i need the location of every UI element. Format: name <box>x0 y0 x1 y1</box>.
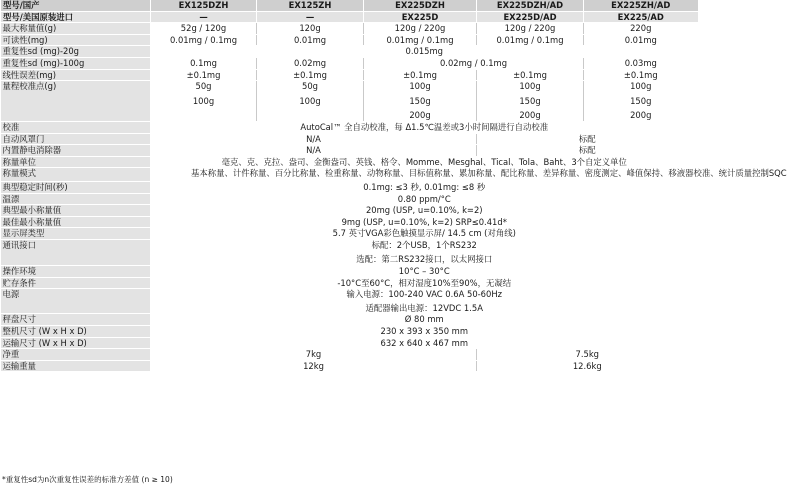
cell-value: 0.02mg <box>257 57 364 69</box>
row-label: 可读性(mg) <box>1 34 151 46</box>
cell-value: Ø 80 mm <box>151 314 698 326</box>
cell-value: 12.6kg <box>477 360 698 372</box>
cell-value: 0.01mg / 0.1mg <box>151 34 257 46</box>
spec-row-stabilization <box>1 181 698 193</box>
span-point: 100g <box>192 95 215 106</box>
cell-value: 220g <box>584 23 698 35</box>
spec-row-net-weight <box>1 349 698 361</box>
row-label: 操作环境 <box>1 266 151 278</box>
row-label: 温漂 <box>1 193 151 205</box>
row-label: 量程校准点(g) <box>1 81 151 122</box>
cell-value: 9mg (USP, u=0.10%, k=2) SRP≤0.41d* <box>151 216 698 228</box>
spec-row-max-capacity <box>1 23 698 35</box>
spec-row-typical-min-weight <box>1 205 698 217</box>
row-label: 通讯接口 <box>1 239 151 265</box>
import-value: — <box>257 11 364 23</box>
span-point: 50g <box>195 81 212 92</box>
cell-value: ±0.1mg <box>257 69 364 81</box>
cell-value: 10°C – 30°C <box>151 266 698 278</box>
span-point: 100g <box>630 81 652 92</box>
model-ex125zh: EX125ZH <box>257 0 364 11</box>
cell-value: 120g <box>257 23 364 35</box>
spec-row-units <box>1 156 698 168</box>
row-label: 重复性sd (mg)-100g <box>1 57 151 69</box>
interface-optional: 选配：第二RS232接口，以太网接口 <box>356 254 493 265</box>
import-row <box>1 11 698 23</box>
model-ex225dzh-ad: EX225DZH/AD <box>477 0 584 11</box>
import-value: — <box>151 11 257 23</box>
cell-value: 0.02mg / 0.1mg <box>364 57 584 69</box>
cell-value: 632 x 640 x 467 mm <box>151 337 698 349</box>
row-label: 净重 <box>1 349 151 361</box>
spec-row-drift <box>1 193 698 205</box>
cell-value <box>151 239 698 265</box>
row-label: 称量单位 <box>1 156 151 168</box>
spec-row-best-min-weight <box>1 216 698 228</box>
power-adapter: 适配器输出电源：12VDC 1.5A <box>365 302 483 313</box>
import-label: 型号/美国原装进口 <box>1 11 151 23</box>
cell-value: ±0.1mg <box>584 69 698 81</box>
cell-value: 毫克、克、克拉、盎司、金衡盎司、英钱、格令、Momme、Mesghal、Tical、Tola、Baht、3个自定义单位 <box>151 156 698 168</box>
cell-value: 0.01mg / 0.1mg <box>477 34 584 46</box>
cell-value: 5.7 英寸VGA彩色触摸显示屏/ 14.5 cm (对角线) <box>151 228 698 240</box>
spec-row-ship-dimensions <box>1 337 698 349</box>
cell-value: ±0.1mg <box>477 69 584 81</box>
row-label: 运输重量 <box>1 360 151 372</box>
model-ex125dzh: EX125DZH <box>151 0 257 11</box>
span-point: 200g <box>630 110 652 121</box>
cell-value <box>364 81 477 122</box>
span-point: 150g <box>519 95 541 106</box>
row-label: 最大称量值(g) <box>1 23 151 35</box>
cell-value: 0.03mg <box>584 57 698 69</box>
row-label: 重复性sd (mg)-20g <box>1 46 151 58</box>
cell-value <box>477 81 584 122</box>
spec-row-modes <box>1 168 698 182</box>
spec-row-repeatability-100g <box>1 57 698 69</box>
cell-value: 标配 <box>477 145 698 157</box>
row-label: 典型最小称量值 <box>1 205 151 217</box>
spec-row-display <box>1 228 698 240</box>
span-point: 100g <box>299 95 321 106</box>
cell-value <box>151 81 257 122</box>
cell-value: 20mg (USP, u=0.10%, k=2) <box>151 205 698 217</box>
row-label: 称量模式 <box>1 168 151 182</box>
cell-value: 230 x 393 x 350 mm <box>151 326 698 338</box>
cell-value: ±0.1mg <box>151 69 257 81</box>
spec-row-auto-door <box>1 133 698 145</box>
spec-row-calibration <box>1 121 698 133</box>
interface-standard: 标配：2个USB，1个RS232 <box>371 239 477 250</box>
cell-value <box>151 289 698 314</box>
span-point: 100g <box>519 81 541 92</box>
span-point: 150g <box>630 95 652 106</box>
header-label: 型号/国产 <box>1 0 151 11</box>
cell-value: 0.1mg <box>151 57 257 69</box>
cell-value: 0.1mg: ≤3 秒, 0.01mg: ≤8 秒 <box>151 181 698 193</box>
spec-row-readability <box>1 34 698 46</box>
row-label: 电源 <box>1 289 151 314</box>
span-point: 50g <box>302 81 318 92</box>
cell-value: AutoCal™ 全自动校准，每 Δ1.5℃温差或3小时间隔进行自动校准 <box>151 121 698 133</box>
spec-row-linearity <box>1 69 698 81</box>
spec-row-interface <box>1 239 698 265</box>
row-label: 整机尺寸 (W x H x D) <box>1 326 151 338</box>
import-value: EX225D/AD <box>477 11 584 23</box>
spec-row-operating-env <box>1 266 698 278</box>
row-label: 显示屏类型 <box>1 228 151 240</box>
cell-value <box>584 81 698 122</box>
row-label: 典型稳定时间(秒) <box>1 181 151 193</box>
row-label: 贮存条件 <box>1 277 151 289</box>
row-label: 运输尺寸 (W x H x D) <box>1 337 151 349</box>
cell-value: 基本称量、计件称量、百分比称量、检重称量、动物称量、目标值称量、累加称量、配比称量、差异称量、密度测定、峰值保持、移液器校准、统计质量控制SQC <box>151 168 698 182</box>
cell-value: 0.015mg <box>151 46 698 58</box>
import-value: EX225/AD <box>584 11 698 23</box>
row-label: 内置静电消除器 <box>1 145 151 157</box>
model-ex225zh-ad: EX225ZH/AD <box>584 0 698 11</box>
cell-value: 0.80 ppm/°C <box>151 193 698 205</box>
cell-value: ±0.1mg <box>364 69 477 81</box>
spec-row-span-points <box>1 81 698 122</box>
cell-value: 12kg <box>151 360 477 372</box>
row-label: 自动风罩门 <box>1 133 151 145</box>
header-row <box>1 0 698 11</box>
import-value: EX225D <box>364 11 477 23</box>
cell-value: 0.01mg / 0.1mg <box>364 34 477 46</box>
span-point: 150g <box>409 95 431 106</box>
cell-value <box>257 81 364 122</box>
cell-value: 120g / 220g <box>477 23 584 35</box>
row-label: 秤盘尺寸 <box>1 314 151 326</box>
cell-value: 标配 <box>477 133 698 145</box>
row-label: 校准 <box>1 121 151 133</box>
span-point: 200g <box>519 110 541 121</box>
row-label: 最佳最小称量值 <box>1 216 151 228</box>
power-input: 输入电源：100-240 VAC 0.6A 50-60Hz <box>346 289 503 300</box>
spec-row-repeatability-20g <box>1 46 698 58</box>
cell-value: -10°C至60°C，相对湿度10%至90%，无凝结 <box>151 277 698 289</box>
span-point: 200g <box>409 110 431 121</box>
row-label: 线性误差(mg) <box>1 69 151 81</box>
cell-value: N/A <box>151 145 477 157</box>
cell-value: 52g / 120g <box>151 23 257 35</box>
cell-value: N/A <box>151 133 477 145</box>
spec-row-ship-weight <box>1 360 698 372</box>
spec-row-ionizer <box>1 145 698 157</box>
spec-row-storage <box>1 277 698 289</box>
footnote: *重复性sd为n次重复性误差的标准方差值 (n ≥ 10) <box>2 475 173 484</box>
cell-value: 0.01mg <box>584 34 698 46</box>
cell-value: 7.5kg <box>477 349 698 361</box>
spec-row-dimensions <box>1 326 698 338</box>
spec-row-pan-size <box>1 314 698 326</box>
spec-row-power <box>1 289 698 314</box>
cell-value: 7kg <box>151 349 477 361</box>
span-point: 100g <box>409 81 431 92</box>
cell-value: 0.01mg <box>257 34 364 46</box>
model-ex225dzh: EX225DZH <box>364 0 477 11</box>
cell-value: 120g / 220g <box>364 23 477 35</box>
